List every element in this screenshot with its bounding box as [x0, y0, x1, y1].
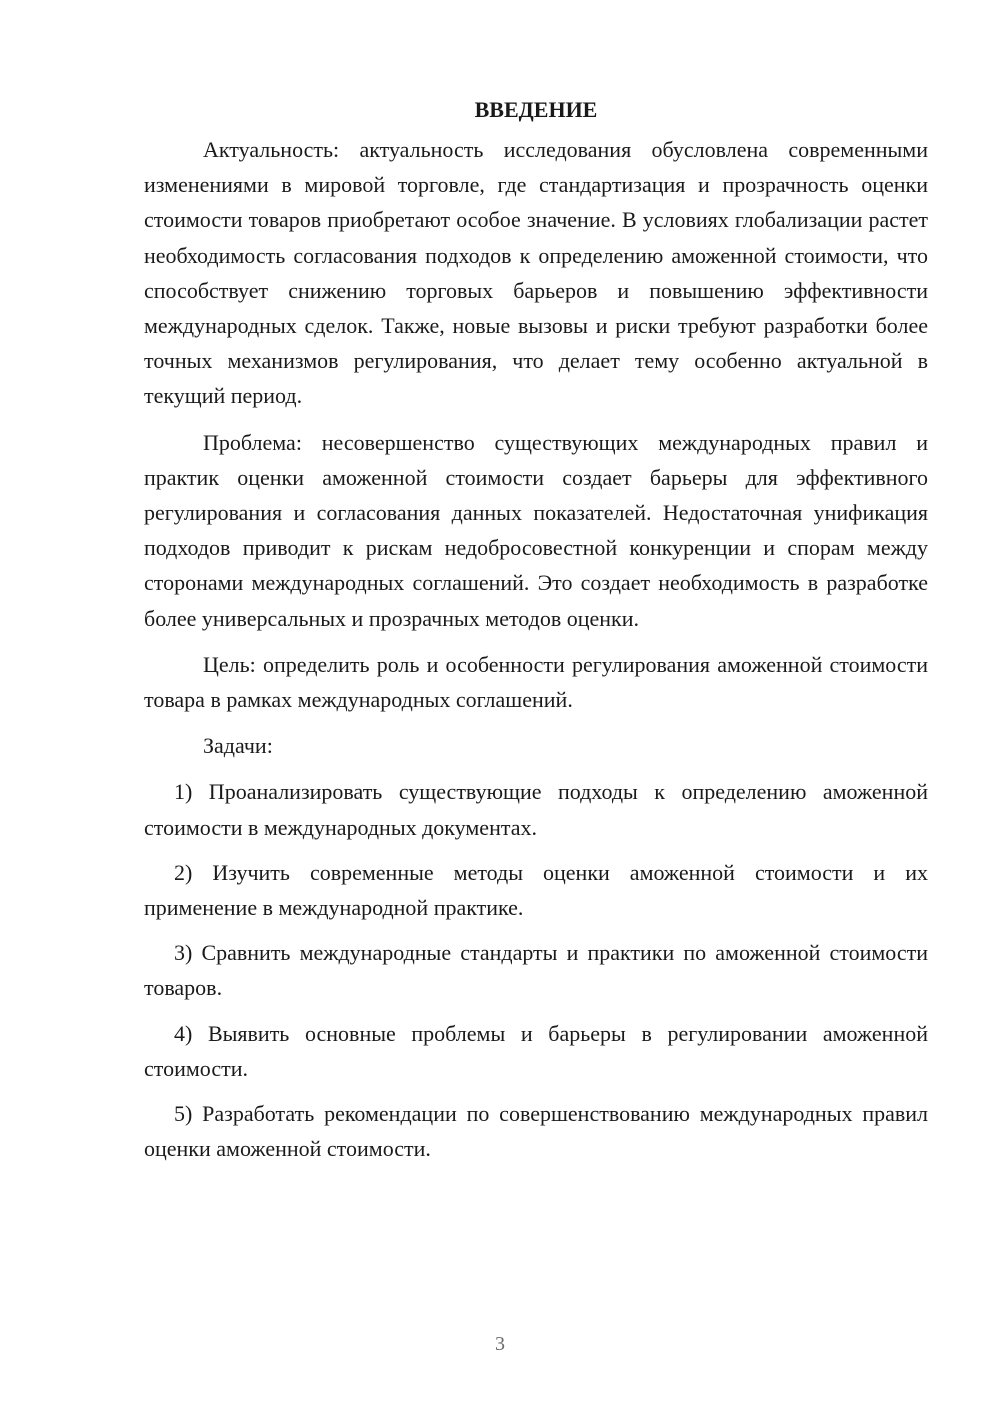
document-page: [144, 92, 928, 1176]
paragraph-problem: Проблема: несовершенство существующих международных правил и практик оценки аможенной стоимости создает барьеры для эффективного регулирования и согласования данных показателей. Недостаточная унификация подходов приводит к рискам недобросовестной конкуренции и спорам между сторонами международных соглашений. Это создает необходимость в разработке более универсальных и прозрачных методов оценки.: [144, 429, 928, 631]
paragraph-goal: Цель: определить роль и особенности регулирования аможенной стоимости товара в рамках международных соглашений.: [144, 651, 928, 713]
page-number: 3: [495, 1333, 505, 1355]
task-item: 1) Проанализировать существующие подходы к определению аможенной стоимости в международных документах.: [144, 779, 928, 840]
task-item: 3) Сравнить международные стандарты и практики по аможенной стоимости товаров.: [144, 940, 928, 1001]
task-item: 5) Разработать рекомендации по совершенствованию международных правил оценки аможенной стоимости.: [144, 1101, 928, 1162]
task-item: 2) Изучить современные методы оценки аможенной стоимости и их применение в международной практике.: [144, 859, 928, 921]
paragraph-relevance: Актуальность: актуальность исследования обусловлена современными изменениями в мировой торговле, где стандартизация и прозрачность оценки стоимости товаров приобретают особое значение. В условиях глобализации растет необходимость согласования подходов к определению аможенной стоимости, что способствует снижению торговых барьеров и повышению эффективности международных сделок. Также, новые вызовы и риски требуют разработки более точных механизмов регулирования, что делает тему особенно актуальной в текущий период.: [144, 137, 928, 409]
section-heading: ВВЕДЕНИЕ: [474, 97, 598, 122]
task-item: 4) Выявить основные проблемы и барьеры в регулировании аможенной стоимости.: [144, 1020, 928, 1081]
tasks-label: Задачи:: [203, 733, 273, 759]
